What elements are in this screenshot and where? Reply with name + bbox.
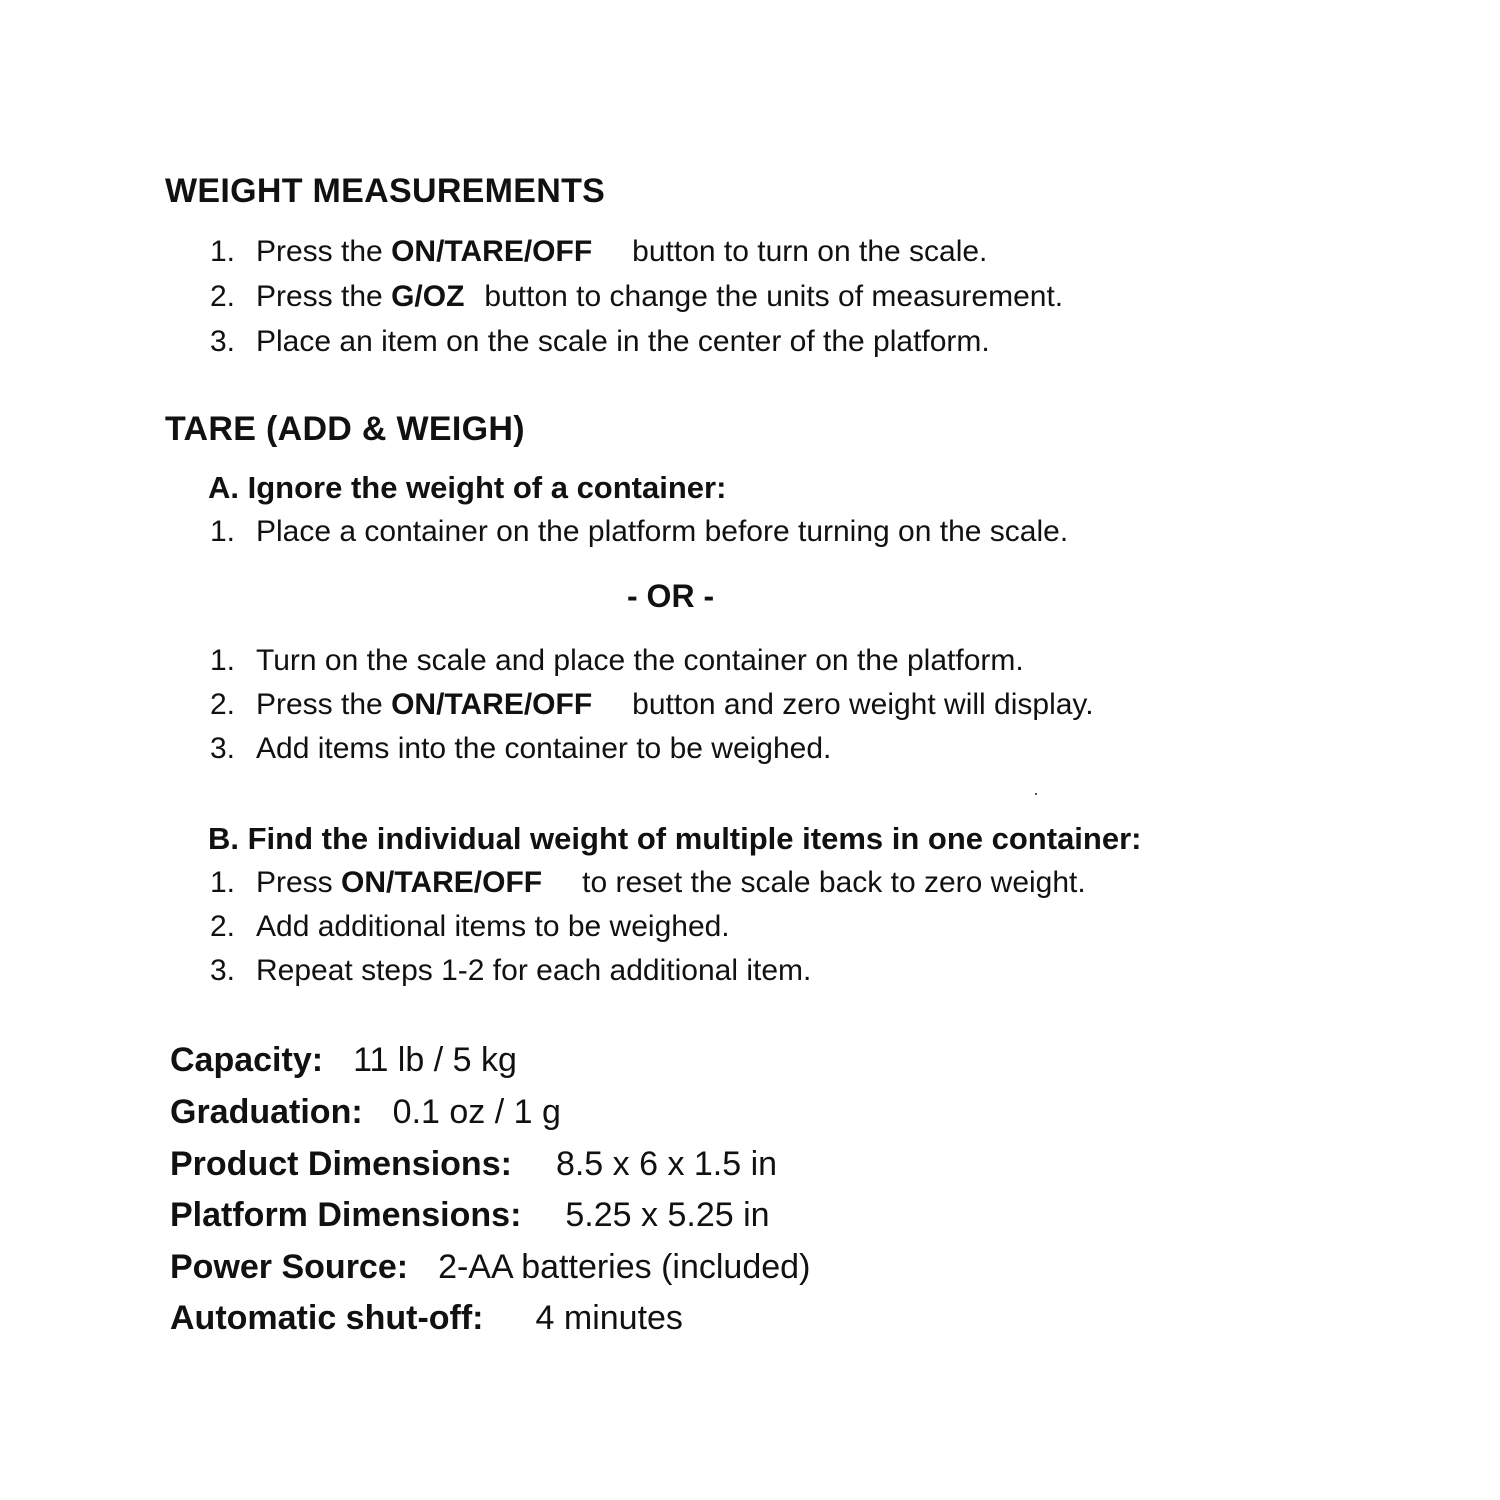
step-text: Place a container on the platform before turning on the scale. [256, 515, 1069, 548]
spec-label: Platform Dimensions: [170, 1196, 522, 1234]
spec-value: 8.5 x 6 x 1.5 in [555, 1145, 778, 1183]
step-text-post: button to turn on the scale. [632, 235, 988, 268]
section-a-alt-step-2 [210, 687, 1094, 723]
step-text: Add items into the container to be weighed. [256, 732, 832, 765]
button-name-g-oz: G/OZ [391, 280, 465, 313]
or-divider: - OR - [627, 578, 715, 614]
spec-capacity [170, 1040, 517, 1080]
step-number: 1. [210, 866, 236, 899]
section-a-alt-step-3 [210, 731, 831, 767]
step-number: 3. [210, 325, 236, 358]
step-text-pre: Press the [256, 688, 392, 721]
spec-value: 11 lb / 5 kg [353, 1041, 517, 1079]
wm-step-2 [210, 279, 1063, 315]
step-text-post: to reset the scale back to zero weight. [582, 866, 1086, 899]
section-b-step-2 [210, 909, 730, 945]
spec-value: 5.25 x 5.25 in [565, 1196, 770, 1234]
spec-power-source [170, 1247, 810, 1287]
step-text-post: button to change the units of measurement. [484, 280, 1064, 313]
spec-label: Power Source: [170, 1248, 409, 1286]
spec-value: 4 minutes [535, 1299, 683, 1337]
spec-label: Automatic shut-off: [170, 1299, 484, 1337]
spec-value: 0.1 oz / 1 g [392, 1093, 561, 1131]
step-text: Place an item on the scale in the center of the platform. [256, 325, 990, 358]
weight-measurements-heading: WEIGHT MEASUREMENTS [165, 172, 606, 210]
step-number: 1. [210, 644, 236, 677]
tare-heading: TARE (ADD & WEIGH) [165, 410, 525, 448]
step-text-post: button and zero weight will display. [632, 688, 1094, 721]
step-number: 1. [210, 235, 236, 268]
wm-step-1 [210, 234, 987, 270]
step-number: 2. [210, 280, 236, 313]
step-number: 2. [210, 688, 236, 721]
step-text: Repeat steps 1-2 for each additional item. [256, 954, 812, 987]
step-number: 2. [210, 910, 236, 943]
speck-mark [1035, 793, 1037, 795]
spec-product-dimensions [170, 1144, 777, 1184]
section-a-step-1 [210, 514, 1068, 550]
step-number: 1. [210, 515, 236, 548]
spec-value: 2-AA batteries (included) [438, 1248, 811, 1286]
step-number: 3. [210, 732, 236, 765]
button-name-on-tare-off: ON/TARE/OFF [391, 688, 593, 721]
section-a-title: A. Ignore the weight of a container: [208, 470, 727, 505]
section-b-title: B. Find the individual weight of multiple items in one container: [208, 821, 1142, 856]
spec-platform-dimensions [170, 1195, 770, 1235]
step-text: Turn on the scale and place the container on the platform. [256, 644, 1024, 677]
step-number: 3. [210, 954, 236, 987]
step-text-pre: Press [256, 866, 342, 899]
spec-automatic-shut-off [170, 1298, 683, 1338]
spec-graduation [170, 1092, 561, 1132]
step-text-pre: Press the [256, 280, 392, 313]
button-name-on-tare-off: ON/TARE/OFF [391, 235, 593, 268]
section-b-step-3 [210, 953, 811, 989]
step-text: Add additional items to be weighed. [256, 910, 730, 943]
spec-label: Capacity: [170, 1041, 324, 1079]
wm-step-3 [210, 324, 990, 360]
spec-label: Graduation: [170, 1093, 363, 1131]
section-b-step-1 [210, 865, 1086, 901]
section-a-alt-step-1 [210, 643, 1024, 679]
step-text-pre: Press the [256, 235, 392, 268]
button-name-on-tare-off: ON/TARE/OFF [341, 866, 543, 899]
spec-label: Product Dimensions: [170, 1145, 512, 1183]
